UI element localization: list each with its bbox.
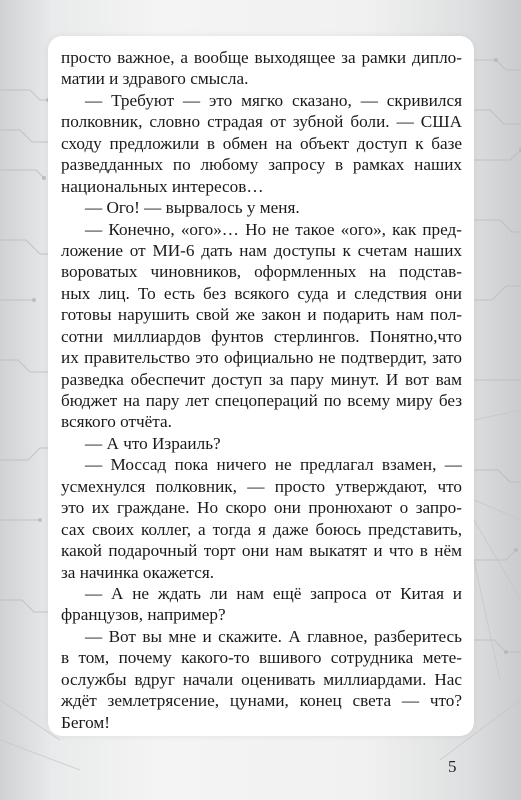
text-line: разведданных по любому запросу в рамках наших	[61, 155, 462, 175]
text-line: национальных интересов…	[61, 176, 264, 196]
text-line: — Моссад пока ничего не предлагал взамен, —	[85, 455, 462, 475]
text-line: ных лиц. То есть без всякого суда и следствия они	[61, 283, 462, 303]
text-line: — Вот вы мне и скажите. А главное, разберитесь	[85, 626, 462, 646]
text-line: ждёт землетрясение, цунами, конец света — что?	[61, 691, 462, 711]
page-number: 5	[448, 757, 457, 776]
text-line: какой подарочный торт они нам выкатят и что в нём	[61, 541, 462, 561]
text-body	[61, 47, 462, 733]
text-line: в том, почему какого-то вшивого сотрудника мете-	[61, 648, 462, 668]
text-line: ложение от МИ-6 дать нам доступы к счетам наших	[61, 240, 462, 260]
text-line: усмехнулся полковник, — просто утверждают, что	[61, 476, 462, 496]
text-line: — Конечно, «ого»… Но не такое «ого», как пред-	[85, 219, 462, 239]
text-line: готовы нарушить свой же закон и подарить нам пол-	[61, 305, 462, 325]
text-line: — Требуют — это мягко сказано, — скривился	[85, 90, 462, 110]
text-line: французов, например?	[61, 605, 226, 625]
text-line: сах своих коллег, а тогда я даже боюсь представить,	[61, 519, 462, 539]
text-line: сотни миллиардов фунтов стерлингов. Понятно,что	[61, 326, 462, 346]
text-line: это их граждане. Но скоро они пронюхают о запро-	[61, 498, 462, 518]
text-line: полковник, словно страдая от зубной боли. — США	[61, 112, 462, 132]
text-line: разведка обеспечит доступ за пару минут. И вот вам	[61, 369, 462, 389]
text-line: — Ого! — вырвалось у меня.	[85, 198, 300, 218]
text-line: матии и здравого смысла.	[61, 69, 249, 89]
text-line: вороватых чиновников, оформленных на подстав-	[61, 262, 462, 282]
text-line: всякого отчёта.	[61, 412, 172, 432]
text-line: — А не ждать ли нам ещё запроса от Китая и	[85, 583, 462, 603]
text-line: — А что Израиль?	[85, 433, 221, 453]
text-line: ослужбы вдруг начали оценивать миллиардами. Нас	[61, 669, 462, 689]
text-line: просто важное, а вообще выходящее за рамки дипло-	[61, 48, 462, 67]
text-line: Бегом!	[61, 712, 110, 732]
text-line: бюджет на пару лет спецопераций по всему миру без	[61, 391, 462, 410]
text-line: за начинка окажется.	[61, 562, 215, 582]
text-line: сходу предложили в обмен на объект доступ к базе	[61, 133, 462, 153]
text-line: их правительство это официально не подтвердит, зато	[61, 348, 462, 368]
